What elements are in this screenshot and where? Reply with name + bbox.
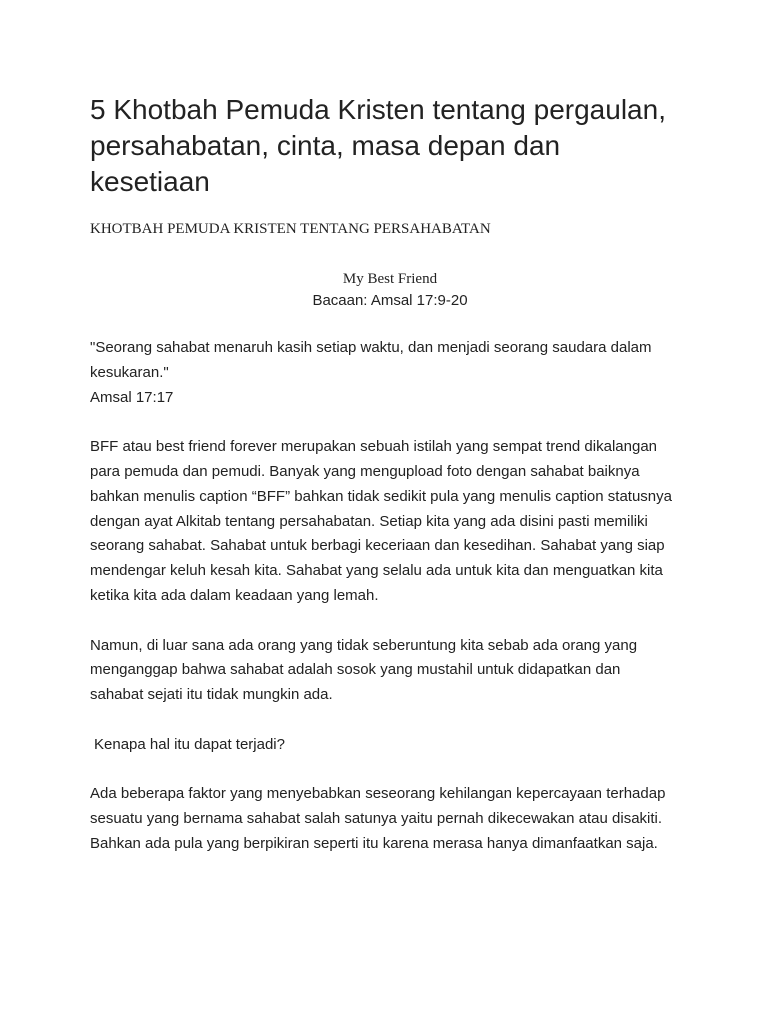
- paragraph-line: menganggap bahwa sahabat adalah sosok yang mustahil untuk didapatkan dan: [90, 661, 621, 679]
- paragraph-1: [90, 435, 690, 609]
- title-line: persahabatan, cinta, masa depan dan: [90, 130, 561, 161]
- paragraph-line: Ada beberapa faktor yang menyebabkan seseorang kehilangan kepercayaan terhadap: [90, 785, 666, 803]
- section-heading: KHOTBAH PEMUDA KRISTEN TENTANG PERSAHABATAN: [90, 221, 491, 237]
- article: [90, 92, 690, 857]
- paragraph-line: Bahkan ada pula yang berpikiran seperti itu karena merasa hanya dimanfaatkan saja.: [90, 834, 658, 852]
- paragraph-line: sahabat sejati itu tidak mungkin ada.: [90, 686, 333, 704]
- paragraph-line: bahkan menulis caption “BFF” bahkan tidak sedikit pula yang menulis caption statusnya: [90, 487, 672, 505]
- paragraph-line: seorang sahabat. Sahabat untuk berbagi keceriaan dan kesedihan. Sahabat yang siap: [90, 537, 665, 555]
- paragraph-line: BFF atau best friend forever merupakan sebuah istilah yang sempat trend dikalangan: [90, 438, 657, 456]
- title-line: kesetiaan: [90, 166, 210, 197]
- paragraph-line: Namun, di luar sana ada orang yang tidak seberuntung kita sebab ada orang yang: [90, 636, 638, 654]
- reading-reference: Bacaan: Amsal 17:9-20: [312, 292, 468, 309]
- paragraph-line: ketika kita ada dalam keadaan yang lemah.: [90, 586, 379, 604]
- verse-reference: Amsal 17:17: [90, 388, 174, 406]
- paragraph-2: [90, 634, 690, 708]
- article-title: [90, 92, 690, 200]
- key-verse: [90, 336, 690, 410]
- title-line: 5 Khotbah Pemuda Kristen tentang pergaulan,: [90, 94, 666, 125]
- paragraph-line: dengan ayat Alkitab tentang persahabatan. Setiap kita yang ada disini pasti memiliki: [90, 512, 648, 530]
- verse-line: kesukaran.": [90, 363, 169, 381]
- verse-line: "Seorang sahabat menaruh kasih setiap waktu, dan menjadi seorang saudara dalam: [90, 339, 652, 356]
- sermon-name: My Best Friend: [342, 271, 438, 287]
- question-line: Kenapa hal itu dapat terjadi?: [94, 735, 285, 753]
- paragraph-3: [90, 782, 690, 856]
- paragraph-line: para pemuda dan pemudi. Banyak yang mengupload foto dengan sahabat baiknya: [90, 462, 640, 480]
- paragraph-line: sesuatu yang bernama sahabat salah satunya yaitu pernah dikecewakan atau disakiti.: [90, 810, 663, 828]
- paragraph-line: mendengar keluh kesah kita. Sahabat yang selalu ada untuk kita dan menguatkan kita: [90, 562, 663, 580]
